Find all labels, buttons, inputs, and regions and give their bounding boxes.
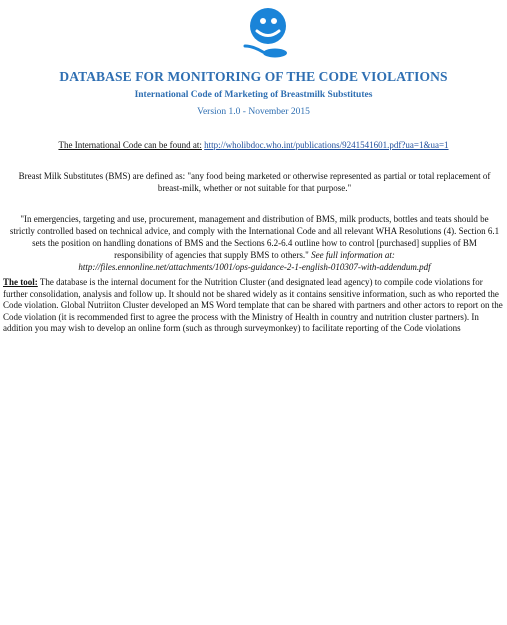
guidance-quote-paragraph (8, 213, 501, 273)
tool-description-text: The database is the internal document for the Nutrition Cluster (and designated lead agency) to compile code violations for further consolidation, analysis and follow up. It should not be shared widely as it contains sensitive information, such as who reported the Code violation. Global Nutriiton Cluster developed an MS Word template that can be shared with partners and other actors to report on the Code violation (it is recommended first to agree the process with the Ministry of Health in country and nutrition cluster partners). In addition you may wish to develop an online form (such as through surveymonkey) to facilitate reporting of the Code violations (3, 277, 503, 333)
smiley-spoon-logo-icon (243, 6, 295, 60)
tool-label: The tool: (3, 277, 38, 287)
guidance-link[interactable]: http://files.ennonline.net/attachments/1001/ops-guidance-2-1-english-010307-with-addendum.pdf (78, 262, 431, 272)
page-title: DATABASE FOR MONITORING OF THE CODE VIOLATIONS (59, 69, 448, 84)
code-reference-label: The International Code can be found at: (58, 140, 202, 150)
version-label: Version 1.0 - November 2015 (197, 107, 310, 117)
guidance-quote-text: "In emergencies, targeting and use, procurement, management and distribution of BMS, milk products, bottles and teats should be strictly controlled based on technical advice, and comply with the International Code and all relevant WHA Resolutions (4). Section 6.1 sets the position on handling donations of BMS and the Sections 6.2-6.4 outline how to control [purchased] supplies of BM responsibility of agencies that supply BMS to others." (9, 214, 500, 260)
code-reference-link[interactable]: http://wholibdoc.who.int/publications/9241541601.pdf?ua=1&ua=1 (204, 140, 449, 150)
guidance-more-info-label: See full information at: (311, 250, 395, 260)
page-subtitle: International Code of Marketing of Breastmilk Substitutes (134, 90, 373, 100)
tool-description-paragraph (3, 277, 503, 335)
bms-definition-paragraph: Breast Milk Substitutes (BMS) are defined as: "any food being marketed or otherwise represented as partial or total replacement of breast-milk, whether or not suitable for that purpose." (18, 171, 491, 193)
code-reference-line (0, 140, 507, 150)
